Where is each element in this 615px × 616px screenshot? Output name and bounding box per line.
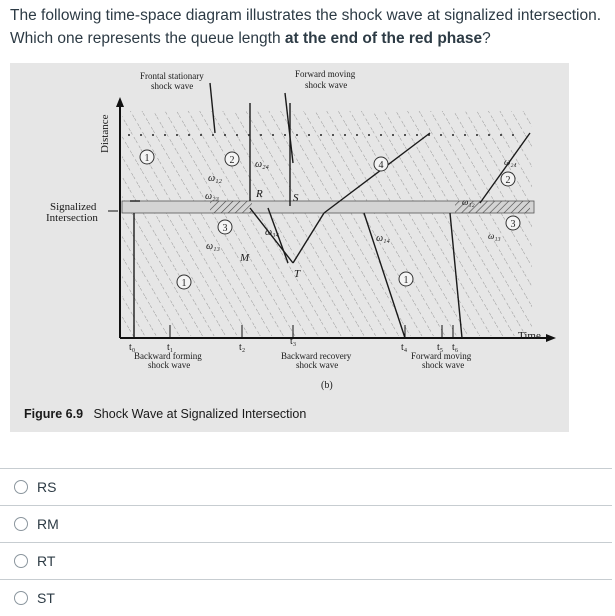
top-right-label-1: Forward moving [295,69,356,79]
answer-label: RM [37,516,59,532]
question-line-2: Which one represents the queue length at the end of the red phase? [10,30,491,47]
question-line-1: The following time-space diagram illustrates the shock wave at signalized intersection. [10,7,602,24]
radio-button[interactable] [14,480,28,494]
w34-label: ω₃₄ [265,227,280,238]
bottom-label-1a: Backward forming [134,351,202,361]
t2-label: t₂ [239,342,246,353]
answer-options [0,468,612,616]
t6-label: t₆ [452,342,459,353]
answer-option-st[interactable] [0,579,612,616]
region-2-label: 2 [229,155,235,166]
region-2-label-right: 2 [505,175,511,186]
answer-label: RS [37,479,57,495]
signal-label-1: Signalized [50,201,97,213]
question-text [10,4,610,50]
region-3-label-right: 3 [510,219,516,230]
top-left-label-2: shock wave [151,81,194,91]
point-S-label: S [293,192,299,204]
point-T-label: T [294,268,301,280]
answer-option-rt[interactable] [0,542,612,579]
answer-label: ST [37,590,55,606]
t1-label: t₁ [167,342,174,353]
region-1-label: 1 [144,153,150,164]
w24-label: ω₂₄ [255,159,270,170]
w14-label: ω₁₄ [376,233,391,244]
t3-label: t₃ [290,336,297,347]
bottom-label-3b: shock wave [422,360,465,370]
distance-axis-label: Distance [99,114,111,153]
point-M-label: M [240,252,250,264]
region-4-label: 4 [378,160,384,171]
time-axis-label: Time [518,330,541,342]
time-space-diagram-photo [10,63,569,432]
radio-button[interactable] [14,554,28,568]
figure-caption: Figure 6.9 Shock Wave at Signalized Intersection [24,407,307,421]
signal-label-2: Intersection [46,212,98,224]
bottom-label-2a: Backward recovery [281,351,352,361]
w23-label: ω₂₃ [205,191,220,202]
bottom-label-2b: shock wave [296,360,339,370]
bottom-label-3a: Forward moving [411,351,472,361]
top-right-label-2: shock wave [305,80,348,90]
figure-sublabel: (b) [321,380,333,391]
t4-label: t₄ [401,342,408,353]
w24-label-right: ω₂₄ [504,157,517,167]
region-1-label-right: 1 [403,275,409,286]
radio-button[interactable] [14,591,28,605]
answer-option-rs[interactable] [0,468,612,505]
w13-label-right: ω₁₃ [488,231,501,241]
region-3-label: 3 [222,223,228,234]
answer-option-rm[interactable] [0,505,612,542]
bottom-label-1b: shock wave [148,360,191,370]
w12-label: ω₁₂ [208,173,223,184]
w12-label-right: ω₁₂ [462,197,475,207]
answer-label: RT [37,553,56,569]
t0-label: t₀ [129,342,136,353]
w13-label: ω₁₃ [206,241,221,252]
t5-label: t₅ [437,342,444,353]
radio-button[interactable] [14,517,28,531]
point-R-label: R [256,188,263,200]
top-left-label-1: Frontal stationary [140,71,204,81]
region-1-label-lower: 1 [181,278,187,289]
